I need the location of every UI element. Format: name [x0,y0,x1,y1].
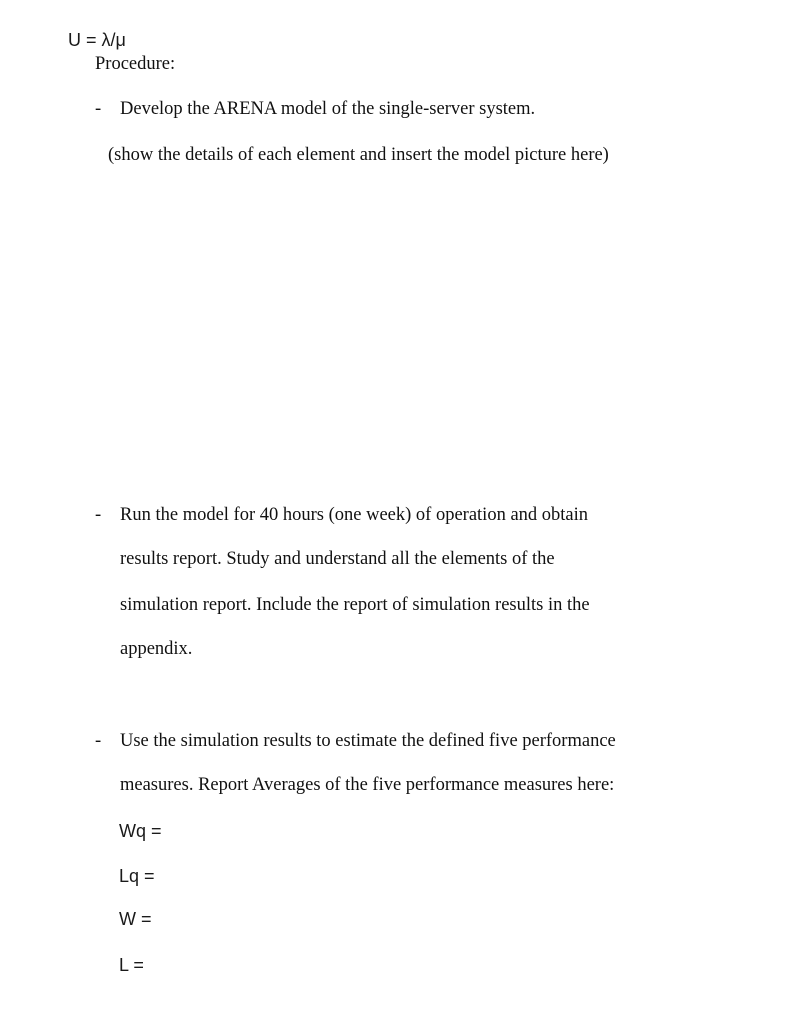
procedure-heading: Procedure: [95,54,176,74]
step1-note: (show the details of each element and insert the model picture here) [108,145,609,165]
measure-wq: Wq = [119,821,162,841]
measure-lq: Lq = [119,866,155,886]
step2-line: Run the model for 40 hours (one week) of operation and obtain [120,505,589,525]
utilization-formula: U = λ/μ [68,30,126,50]
bullet-dash: - [95,99,102,119]
step2-line: appendix. [120,639,193,659]
bullet-dash: - [95,731,102,751]
bullet-dash: - [95,505,102,525]
step3-line: measures. Report Averages of the five performance measures here: [120,775,615,795]
step3-line: Use the simulation results to estimate the defined five performance [120,731,616,751]
step1-text: Develop the ARENA model of the single-server system. [120,99,536,119]
measure-l: L = [119,955,144,975]
step2-line: results report. Study and understand all the elements of the [120,549,555,569]
step2-line: simulation report. Include the report of simulation results in the [120,595,590,615]
measure-w: W = [119,909,152,929]
